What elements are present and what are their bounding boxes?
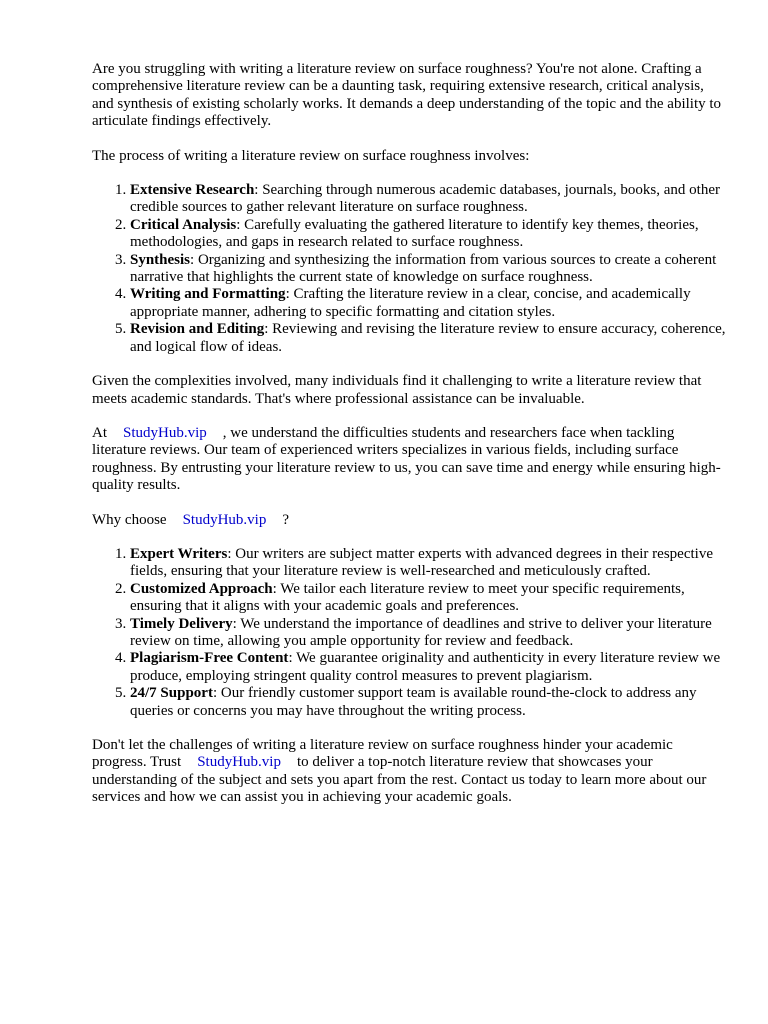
why-paragraph: [92, 512, 728, 529]
item-label: Expert Writers: [130, 545, 228, 562]
process-intro: The process of writing a literature review on surface roughness involves:: [92, 147, 530, 164]
at-prefix: At: [92, 424, 107, 441]
item-text: : Organizing and synthesizing the information from various sources to create a coherent narrative that highlights the current state of knowledge on surface roughness.: [130, 251, 717, 286]
item-label: Synthesis: [130, 251, 191, 268]
list-item: [130, 217, 728, 252]
item-text: : We guarantee originality and authenticity in every literature review we produce, employing stringent quality control measures to prevent plagiarism.: [130, 650, 721, 684]
list-item: [130, 650, 728, 685]
at-suffix: , we understand the difficulties students and researchers face when tackling literature reviews. Our team of experienced writers specializes in various fields, including surface roughness. By entrusting your literature review to us, you can save time and energy while ensuring high-quality results.: [92, 424, 721, 494]
complexities-paragraph: Given the complexities involved, many individuals find it challenging to write a literature review that meets academic standards. That's where professional assistance can be invaluable.: [92, 373, 702, 407]
benefits-list: [92, 546, 728, 720]
closing-suffix: to deliver a top-notch literature review that showcases your understanding of the subject and sets you apart from the rest. Contact us today to learn more about our services and how we can assist you in achieving your academic goals.: [92, 754, 707, 806]
at-paragraph: [92, 425, 728, 495]
process-list: [92, 182, 728, 356]
list-item: [130, 182, 728, 217]
item-label: Revision and Editing: [130, 321, 265, 338]
item-label: Extensive Research: [130, 182, 255, 199]
why-suffix: ?: [282, 511, 289, 528]
item-label: 24/7 Support: [130, 685, 213, 702]
why-prefix: Why choose: [92, 511, 167, 528]
closing-prefix: Don't let the challenges of writing a literature review on surface roughness hinder your academic progress. Trust: [92, 737, 673, 771]
item-text: : Carefully evaluating the gathered literature to identify key themes, theories, methodologies, and gaps in research related to surface roughness.: [130, 216, 699, 251]
item-text: : Our friendly customer support team is available round-the-clock to address any queries or concerns you may have throughout the writing process.: [130, 685, 697, 719]
item-text: : Crafting the literature review in a clear, concise, and academically appropriate manner, adhering to specific formatting and citation styles.: [130, 286, 691, 320]
item-text: : Reviewing and revising the literature review to ensure accuracy, coherence, and logical flow of ideas.: [130, 321, 726, 355]
list-item: [130, 581, 728, 616]
list-item: [130, 286, 728, 321]
item-text: : Searching through numerous academic databases, journals, books, and other credible sources to gather relevant literature on surface roughness.: [130, 182, 720, 216]
item-text: : We understand the importance of deadlines and strive to deliver your literature review on time, allowing you ample opportunity for review and feedback.: [130, 615, 712, 649]
closing-paragraph: [92, 737, 728, 807]
item-text: : Our writers are subject matter experts with advanced degrees in their respective fields, ensuring that your literature review is well-researched and meticulously crafted.: [130, 545, 713, 580]
item-label: Critical Analysis: [130, 216, 237, 233]
studyhub-link[interactable]: StudyHub.vip: [182, 511, 267, 528]
studyhub-link[interactable]: StudyHub.vip: [123, 424, 207, 441]
list-item: [130, 546, 728, 581]
intro-paragraph: Are you struggling with writing a literature review on surface roughness? You're not alone. Crafting a comprehensive literature review can be a daunting task, requiring extensive research, critical analysis, and synthesis of existing scholarly works. It demands a deep understanding of the topic and the ability to articulate findings effectively.: [92, 61, 722, 130]
item-label: Plagiarism-Free Content: [130, 650, 289, 667]
studyhub-link[interactable]: StudyHub.vip: [197, 754, 281, 771]
list-item: [130, 685, 728, 720]
item-text: : We tailor each literature review to meet your specific requirements, ensuring that it aligns with your academic goals and preferences.: [130, 580, 685, 615]
list-item: [130, 252, 728, 287]
item-label: Timely Delivery: [130, 615, 233, 632]
list-item: [130, 321, 728, 356]
list-item: [130, 616, 728, 651]
item-label: Customized Approach: [130, 580, 273, 597]
item-label: Writing and Formatting: [130, 286, 286, 303]
